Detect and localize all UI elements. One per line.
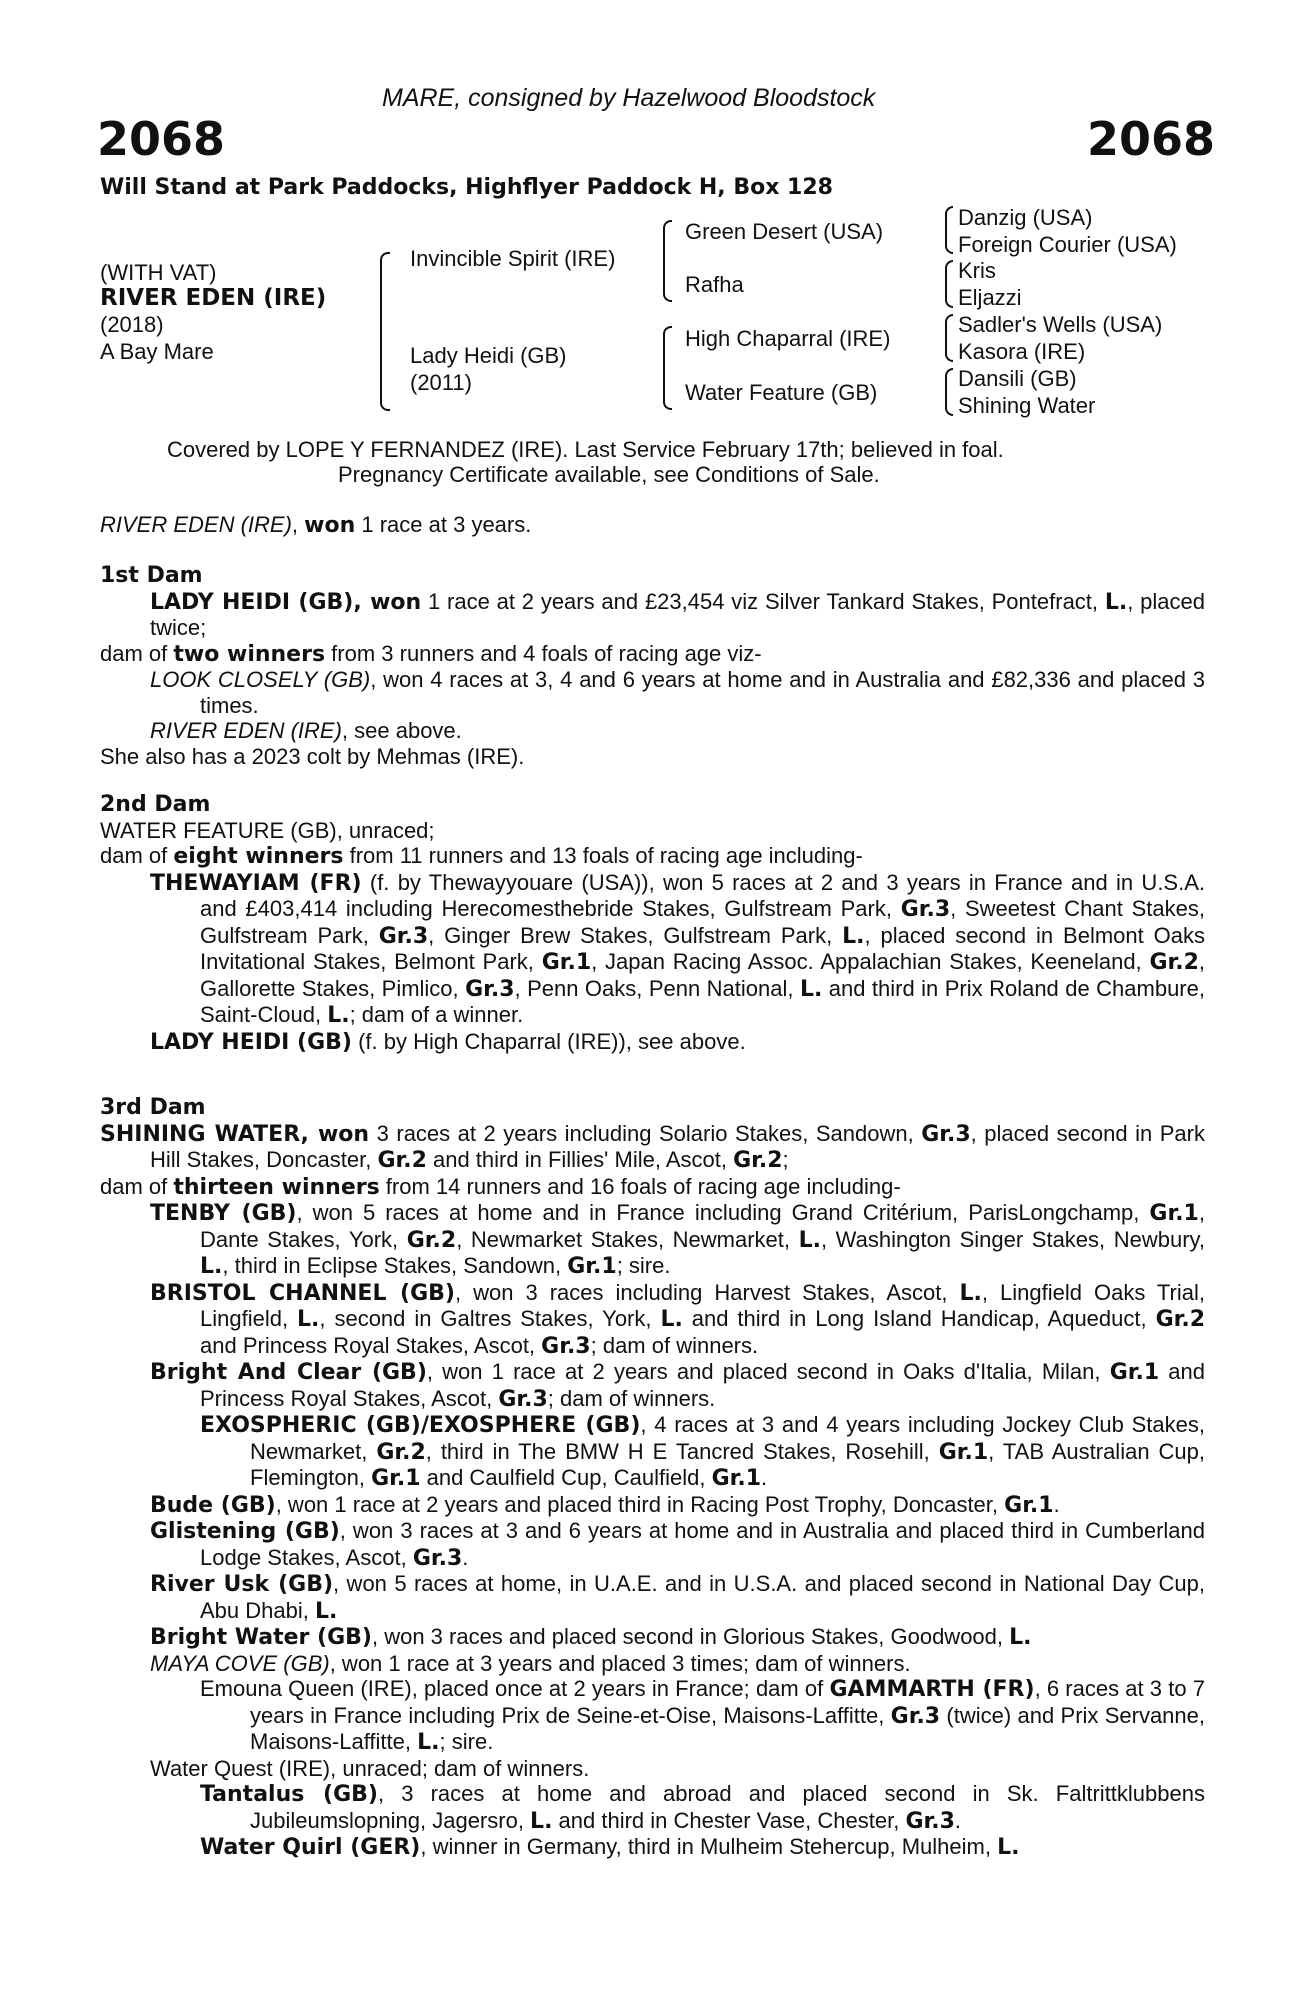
- produce-tantalus: Tantalus (GB), 3 races at home and abroad and placed second in Sk. Faltrittklubbens Jubileumslopning, Jagersro, L. and third in Chester Vase, Chester, Gr.3.: [200, 1781, 1205, 1834]
- race-record: RIVER EDEN (IRE), won 1 race at 3 years.: [100, 512, 532, 538]
- third-dam-heading: 3rd Dam: [100, 1095, 206, 1120]
- produce-bude: Bude (GB), won 1 race at 2 years and placed third in Racing Post Trophy, Doncaster, Gr.1.: [150, 1491, 1060, 1518]
- produce-glistening: Glistening (GB), won 3 races at 3 and 6 years at home and in Australia and placed third in Cumberland Lodge Stakes, Ascot, Gr.3.: [150, 1518, 1205, 1571]
- produce-water-quest: Water Quest (IRE), unraced; dam of winners.: [150, 1755, 590, 1781]
- vat-label: (WITH VAT): [100, 260, 217, 285]
- dsd-name: Kasora (IRE): [958, 339, 1086, 364]
- brace-gen3-d: [945, 368, 953, 416]
- brace-gen3-b: [945, 260, 953, 308]
- first-dam-produce-summary: dam of two winners from 3 runners and 4 foals of racing age viz-: [100, 640, 762, 667]
- dam-dam: Water Feature (GB): [685, 380, 878, 405]
- second-dam-section: [100, 792, 1205, 1055]
- produce-bristol-channel: BRISTOL CHANNEL (GB), won 3 races including Harvest Stakes, Ascot, L., Lingfield Oaks Trial, Lingfield, L., second in Galtres Stakes, York, L. and third in Long Island Handicap, Aqueduct, Gr.2 and Princess Royal Stakes, Ascot, Gr.3; dam of winners.: [150, 1279, 1206, 1359]
- produce-river-eden: RIVER EDEN (IRE), see above.: [150, 718, 462, 743]
- sds-name: Kris: [958, 258, 996, 283]
- dam-year: (2011): [410, 370, 472, 395]
- produce-maya-cove: MAYA COVE (GB), won 1 race at 3 years and placed 3 times; dam of winners.: [150, 1650, 911, 1676]
- dss-name: Sadler's Wells (USA): [958, 312, 1163, 337]
- produce-exospheric: EXOSPHERIC (GB)/EXOSPHERE (GB), 4 races at 3 and 4 years including Jockey Club Stakes, Newmarket, Gr.2, third in The BMW H E Tancred Stakes, Rosehill, Gr.1, TAB Australian Cup, Flemington, Gr.1 and Caulfield Cup, Caulfield, Gr.1.: [200, 1412, 1205, 1491]
- first-dam-heading: 1st Dam: [100, 563, 203, 588]
- produce-look-closely: LOOK CLOSELY (GB), won 4 races at 3, 4 and 6 years at home and in Australia and £82,336 and placed 3 times.: [150, 667, 1205, 718]
- produce-bright-and-clear: Bright And Clear (GB), won 1 race at 2 years and placed second in Oaks d'Italia, Milan, Gr.1 and Princess Royal Stakes, Ascot, Gr.3; dam of winners.: [150, 1359, 1205, 1412]
- dam-sire: High Chaparral (IRE): [685, 326, 891, 351]
- brace-gen3-a: [945, 206, 953, 254]
- second-dam-heading: 2nd Dam: [100, 792, 211, 817]
- produce-bright-water: Bright Water (GB), won 3 races and placed second in Glorious Stakes, Goodwood, L.: [150, 1624, 1032, 1650]
- horse-description: A Bay Mare: [100, 339, 214, 364]
- produce-emouna-queen: Emouna Queen (IRE), placed once at 2 years in France; dam of GAMMARTH (FR), 6 races at 3 to 7 years in France including Prix de Seine-et-Oise, Maisons-Laffitte, Gr.3 (twice) and Prix Servanne, Maisons-Laffitte, L.; sire.: [200, 1676, 1206, 1755]
- sire-name: Invincible Spirit (IRE): [410, 246, 616, 271]
- lot-number-right: 2068: [1087, 112, 1216, 166]
- horse-name: RIVER EDEN (IRE): [100, 285, 327, 311]
- record-won: won: [304, 513, 356, 538]
- sire-sire: Green Desert (USA): [685, 219, 884, 244]
- dam-name: Lady Heidi (GB): [410, 343, 567, 368]
- brace-gen1: [380, 252, 390, 411]
- brace-gen3-c: [945, 314, 953, 362]
- covering-line-2: Pregnancy Certificate available, see Conditions of Sale.: [338, 462, 880, 487]
- ssd-name: Foreign Courier (USA): [958, 232, 1177, 257]
- horse-year: (2018): [100, 312, 164, 337]
- brace-sire-parents: [663, 220, 672, 302]
- second-dam-produce-summary: dam of eight winners from 11 runners and 13 foals of racing age including-: [100, 843, 863, 869]
- third-dam-produce-summary: dam of thirteen winners from 14 runners and 16 foals of racing age including-: [100, 1173, 901, 1200]
- stabling-location: Will Stand at Park Paddocks, Highflyer Paddock H, Box 128: [100, 175, 833, 200]
- lot-number-left: 2068: [97, 112, 226, 166]
- sire-dam: Rafha: [685, 272, 744, 297]
- covering-line-1: Covered by LOPE Y FERNANDEZ (IRE). Last Service February 17th; believed in foal.: [167, 437, 1004, 462]
- produce-water-quirl: Water Quirl (GER), winner in Germany, third in Mulheim Stehercup, Mulheim, L.: [200, 1834, 1020, 1860]
- produce-lady-heidi: LADY HEIDI (GB) (f. by High Chaparral (IRE)), see above.: [150, 1028, 746, 1055]
- third-dam-record: SHINING WATER, won 3 races at 2 years including Solario Stakes, Sandown, Gr.3, placed second in Park Hill Stakes, Doncaster, Gr.2 and third in Fillies' Mile, Ascot, Gr.2;: [100, 1120, 1205, 1173]
- sdd-name: Eljazzi: [958, 285, 1022, 310]
- first-dam-record: LADY HEIDI (GB), won 1 race at 2 years and £23,454 viz Silver Tankard Stakes, Pontefract, L., placed twice;: [150, 588, 1205, 640]
- first-dam-section: [100, 563, 1205, 769]
- ddd-name: Shining Water: [958, 393, 1096, 418]
- brace-dam-parents: [663, 326, 672, 410]
- record-horse-name: RIVER EDEN (IRE): [100, 512, 292, 537]
- record-text: 1 race at 3 years.: [355, 512, 532, 537]
- produce-tenby: TENBY (GB), won 5 races at home and in France including Grand Critérium, ParisLongchamp, Gr.1, Dante Stakes, York, Gr.2, Newmarket Stakes, Newmarket, L., Washington Singer Stakes, Newbury, L., third in Eclipse Stakes, Sandown, Gr.1; sire.: [150, 1200, 1206, 1279]
- second-dam-record: WATER FEATURE (GB), unraced;: [100, 817, 435, 843]
- dds-name: Dansili (GB): [958, 366, 1077, 391]
- consignor-line: MARE, consigned by Hazelwood Bloodstock: [382, 84, 876, 112]
- produce-river-usk: River Usk (GB), won 5 races at home, in U.A.E. and in U.S.A. and placed second in National Day Cup, Abu Dhabi, L.: [150, 1571, 1205, 1624]
- sss-name: Danzig (USA): [958, 205, 1093, 230]
- produce-thewayiam: THEWAYIAM (FR) (f. by Thewayyouare (USA)), won 5 races at 2 and 3 years in France and in U.S.A. and £403,414 including Herecomesthebride Stakes, Gulfstream Park, Gr.3, Sweetest Chant Stakes, Gulfstream Park, Gr.3, Ginger Brew Stakes, Gulfstream Park, L., placed second in Belmont Oaks Invitational Stakes, Belmont Park, Gr.1, Japan Racing Assoc. Appalachian Stakes, Keeneland, Gr.2, Gallorette Stakes, Pimlico, Gr.3, Penn Oaks, Penn National, L. and third in Prix Roland de Chambure, Saint-Cloud, L.; dam of a winner.: [150, 869, 1205, 1028]
- third-dam-section: [100, 1095, 1205, 1861]
- first-dam-colt-note: She also has a 2023 colt by Mehmas (IRE).: [100, 743, 525, 769]
